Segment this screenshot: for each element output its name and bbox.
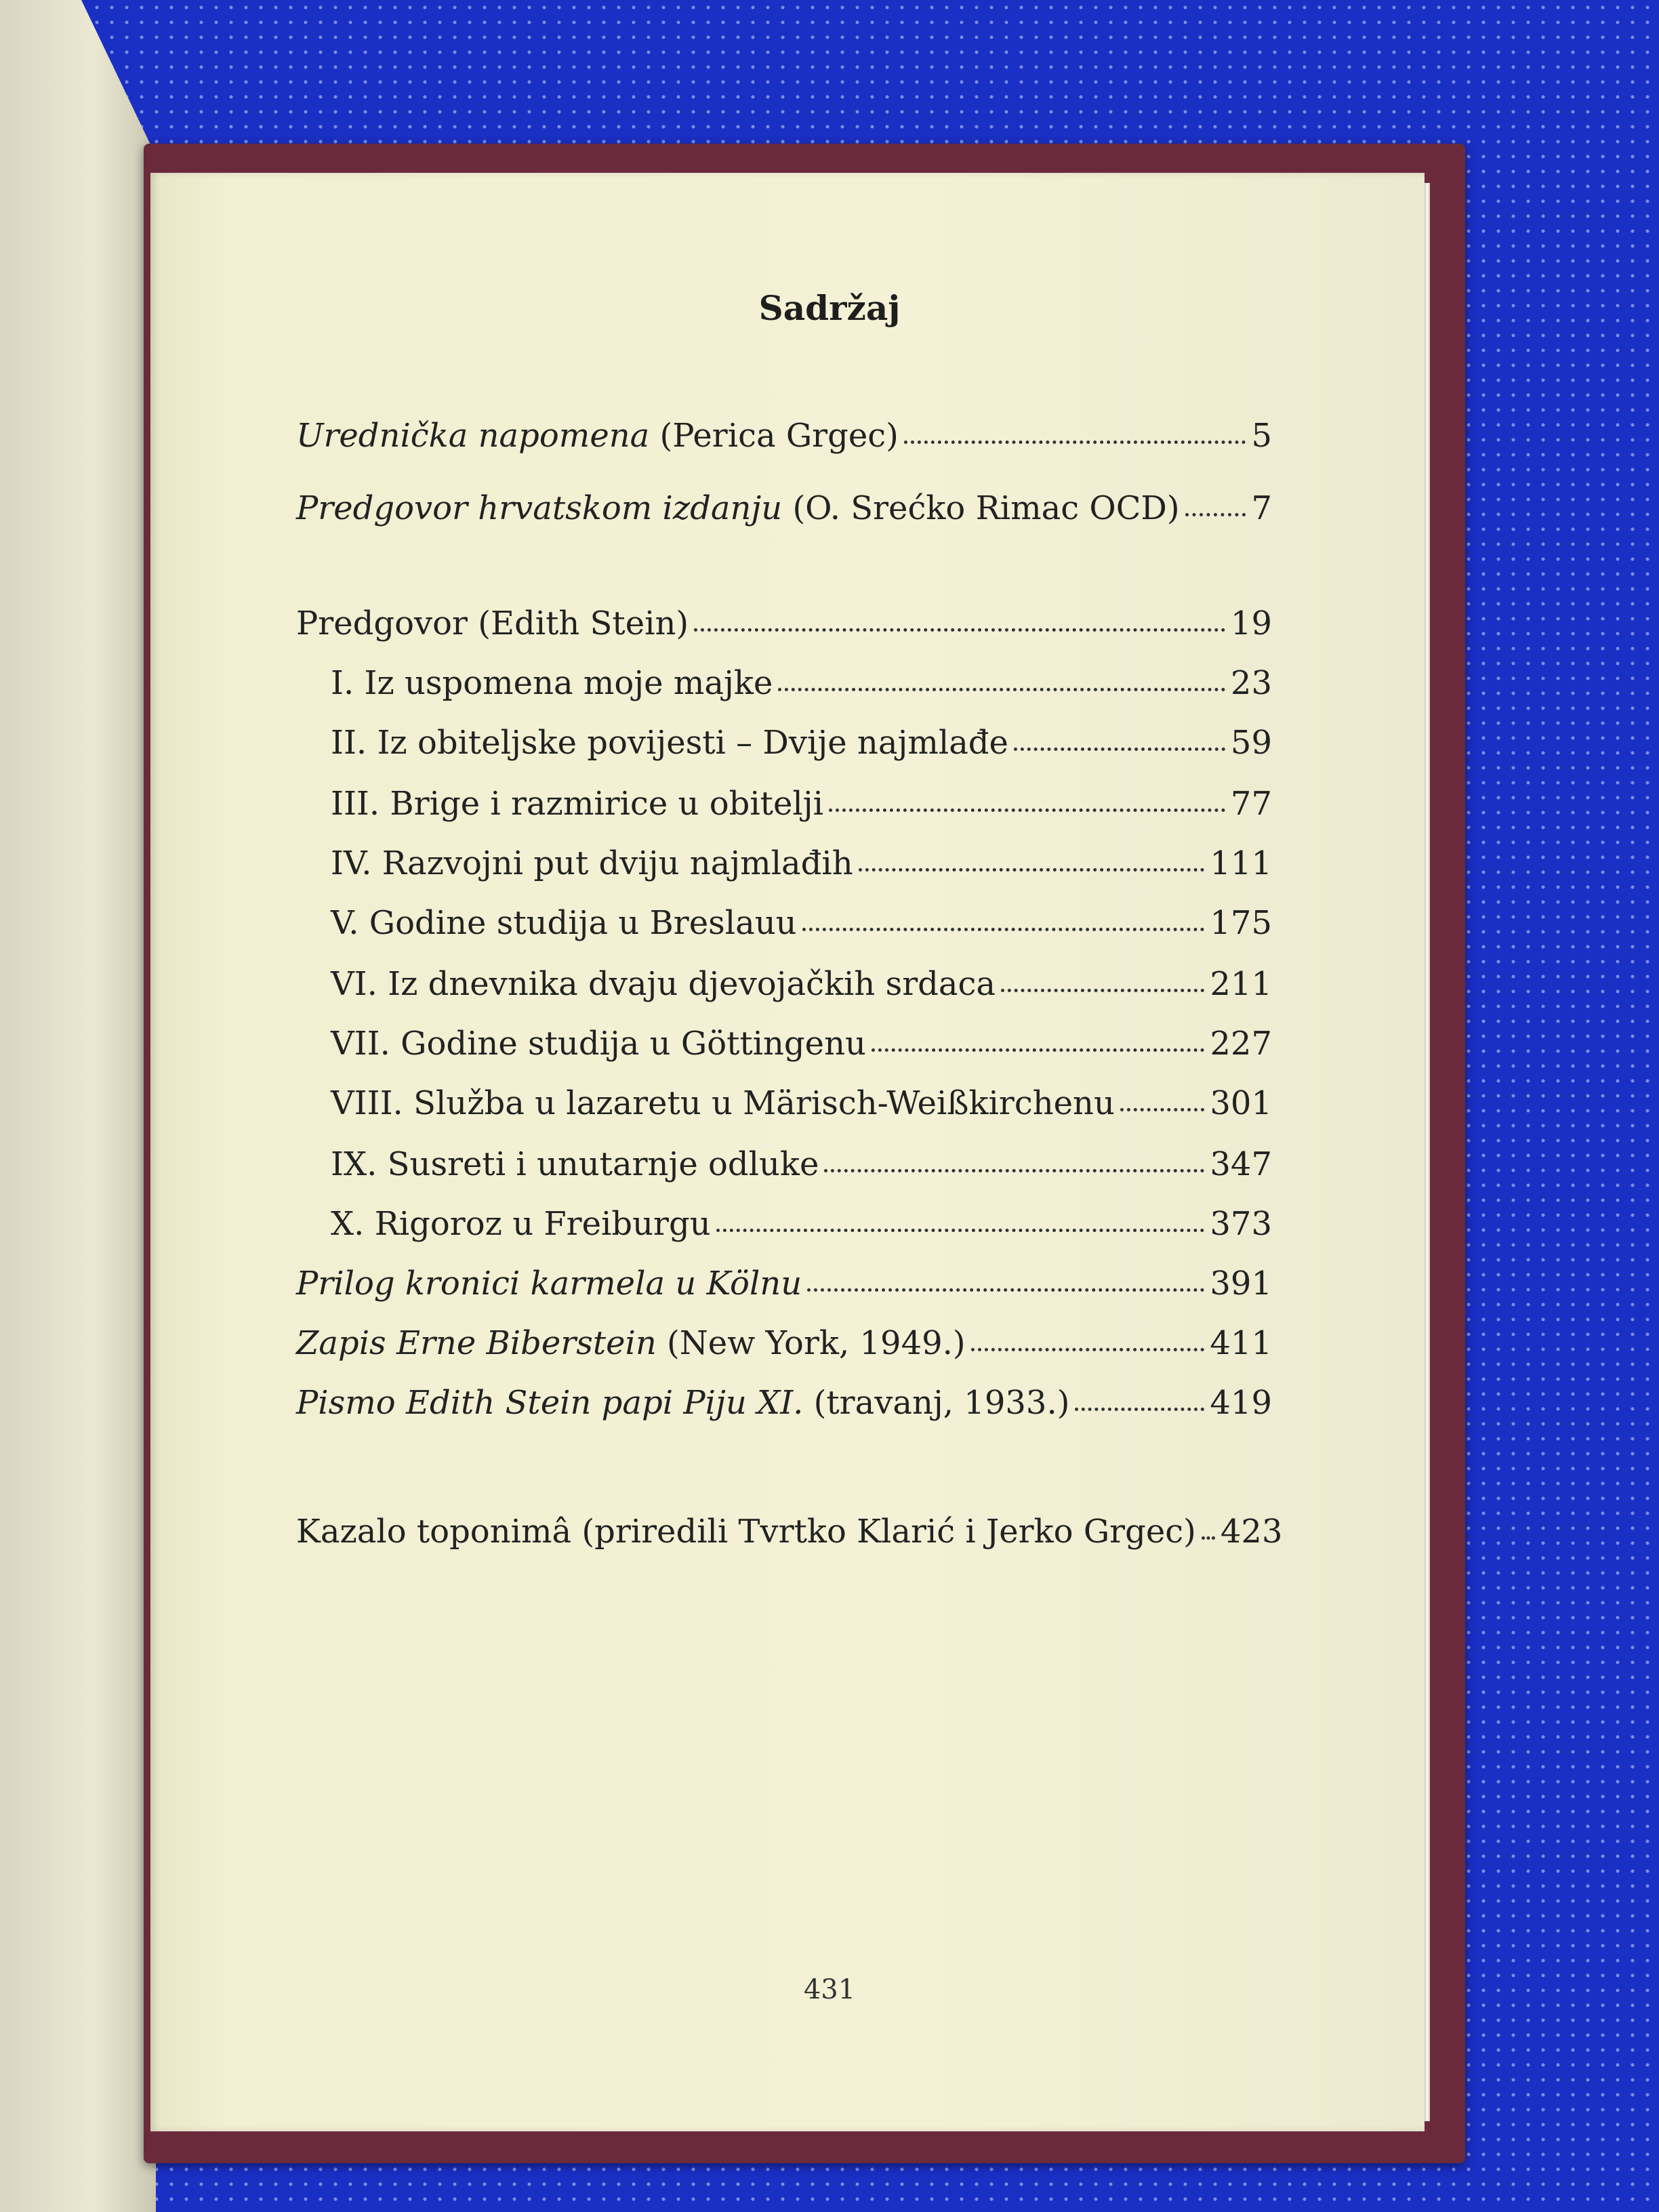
toc-entry — [296, 1384, 1272, 1431]
toc-entry-label: Prilog kronici karmela u Kölnu — [296, 1265, 802, 1303]
toc-chapter-label: VIII. Služba u lazaretu u Märisch-Weißkirchenu — [331, 1084, 1115, 1122]
toc-entry — [296, 1324, 1272, 1372]
toc-chapter — [331, 664, 1272, 712]
toc-entry-page: 419 — [1210, 1384, 1272, 1422]
leader-dots — [802, 927, 1205, 931]
toc-chapter-page: 211 — [1210, 965, 1272, 1003]
toc-entry-page: 19 — [1230, 605, 1272, 642]
toc-entry-page: 7 — [1251, 489, 1272, 527]
toc-entry-label: Predgovor hrvatskom izdanju (O. Srećko Rimac OCD) — [296, 489, 1180, 527]
leader-dots — [1001, 988, 1204, 992]
toc-chapter-label: X. Rigoroz u Freiburgu — [331, 1205, 711, 1243]
page-title: Sadržaj — [758, 288, 901, 328]
leader-dots — [971, 1347, 1205, 1351]
toc-chapter — [331, 724, 1272, 771]
toc-chapter — [331, 785, 1272, 832]
toc-chapter-label: IV. Razvojni put dviju najmlađih — [331, 844, 853, 882]
toc-chapter-page: 347 — [1210, 1145, 1272, 1183]
toc-chapter-label: VI. Iz dnevnika dvaju djevojačkih srdaca — [331, 965, 996, 1003]
leader-dots — [716, 1228, 1205, 1232]
toc-chapter — [331, 965, 1272, 1012]
toc-entry-page: 423 — [1220, 1513, 1283, 1551]
toc-chapter-label: I. Iz uspomena moje majke — [331, 664, 773, 702]
toc-entry — [296, 1265, 1272, 1312]
toc-entry-label: Kazalo toponimâ (priredili Tvrtko Klarić i Jerko Grgec) — [296, 1513, 1196, 1551]
toc-entry-label: Zapis Erne Biberstein (New York, 1949.) — [296, 1324, 966, 1362]
leader-dots — [859, 867, 1205, 872]
leader-dots — [1014, 747, 1225, 751]
toc-chapter-page: 301 — [1210, 1084, 1272, 1122]
toc-entry — [296, 417, 1272, 464]
toc-chapter — [331, 1025, 1272, 1072]
leader-dots — [1120, 1107, 1205, 1111]
toc-chapter-page: 175 — [1210, 904, 1272, 942]
leader-dots — [904, 440, 1246, 444]
toc-chapter-page: 373 — [1210, 1205, 1272, 1243]
leader-dots — [824, 1168, 1204, 1172]
left-page — [0, 0, 156, 2212]
toc-chapter-label: VII. Godine studija u Göttingenu — [331, 1025, 866, 1063]
toc-chapter — [331, 904, 1272, 951]
toc-chapter-page: 77 — [1230, 785, 1272, 823]
toc-chapter-page: 227 — [1210, 1025, 1272, 1063]
toc-entry — [296, 1513, 1283, 1560]
toc-chapter — [331, 844, 1272, 892]
toc-entry-label: Urednička napomena (Perica Grgec) — [296, 417, 899, 455]
toc-chapter — [331, 1084, 1272, 1132]
toc-chapter-label: V. Godine studija u Breslauu — [331, 904, 797, 942]
page-number: 431 — [803, 1974, 856, 2005]
toc-entry-page: 391 — [1210, 1265, 1272, 1303]
toc-entry-page: 5 — [1251, 417, 1272, 455]
leader-dots — [1185, 512, 1246, 516]
toc-chapter-page: 59 — [1230, 724, 1272, 762]
toc-chapter — [331, 1145, 1272, 1193]
leader-dots — [1202, 1536, 1215, 1540]
toc-chapter-page: 23 — [1230, 664, 1272, 702]
toc-entry — [296, 605, 1272, 652]
leader-dots — [694, 628, 1225, 632]
toc-entry — [296, 489, 1272, 537]
toc-entry-page: 411 — [1210, 1324, 1272, 1362]
leader-dots — [872, 1048, 1204, 1052]
toc-chapter-page: 111 — [1210, 844, 1272, 882]
toc-chapter-label: IX. Susreti i unutarnje odluke — [331, 1145, 819, 1183]
toc-chapter-label: III. Brige i razmirice u obitelji — [331, 785, 823, 823]
leader-dots — [1075, 1407, 1204, 1411]
toc-entry-label: Pismo Edith Stein papi Piju XI. (travanj, 1933.) — [296, 1384, 1070, 1422]
leader-dots — [807, 1288, 1204, 1292]
toc-entry-label: Predgovor (Edith Stein) — [296, 605, 689, 642]
leader-dots — [829, 808, 1225, 812]
toc-chapter — [331, 1205, 1272, 1252]
leader-dots — [778, 687, 1225, 691]
toc-chapter-label: II. Iz obiteljske povijesti – Dvije najmlađe — [331, 724, 1008, 762]
